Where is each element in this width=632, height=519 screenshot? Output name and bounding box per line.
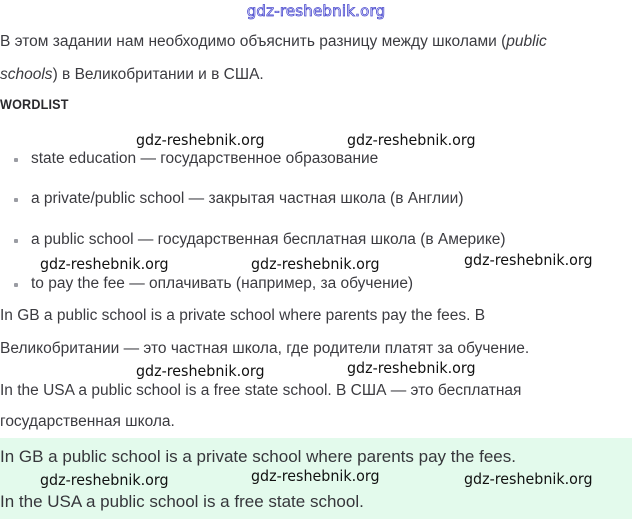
wordlist-heading: WORDLIST bbox=[0, 96, 69, 112]
intro-text-2: ) в Великобритании и в США. bbox=[52, 66, 264, 83]
wordlist-item bbox=[14, 275, 413, 293]
intro-italic-1: public bbox=[506, 33, 547, 50]
watermark: gdz-reshebnik.org bbox=[347, 359, 476, 377]
watermark: gdz-reshebnik.org bbox=[464, 251, 593, 269]
bullet-icon bbox=[14, 198, 18, 202]
wordlist-item-text: a public school — государственная бесплатная школа (в Америке) bbox=[31, 231, 506, 248]
wordlist-item-text: a private/public school — закрытая частная школа (в Англии) bbox=[31, 190, 464, 207]
intro-line-2 bbox=[0, 66, 264, 84]
site-watermark-header: gdz-reshebnik.org bbox=[246, 2, 386, 20]
watermark: gdz-reshebnik.org bbox=[40, 255, 169, 273]
watermark: gdz-reshebnik.org bbox=[136, 362, 265, 380]
wordlist-item-text: state education — государственное образование bbox=[31, 150, 379, 167]
explanation-line-2: Великобритании — это частная школа, где родители платят за обучение. bbox=[0, 340, 530, 357]
bullet-icon bbox=[14, 283, 18, 287]
answer-line-2: In the USA a public school is a free state school. bbox=[0, 492, 364, 511]
intro-text-1: В этом задании нам необходимо объяснить разницу между школами ( bbox=[0, 33, 507, 50]
watermark: gdz-reshebnik.org bbox=[251, 255, 380, 273]
watermark: gdz-reshebnik.org bbox=[347, 131, 476, 149]
explanation-line-4: государственная школа. bbox=[0, 413, 175, 430]
watermark: gdz-reshebnik.org bbox=[40, 471, 169, 489]
wordlist-item bbox=[14, 231, 506, 249]
watermark: gdz-reshebnik.org bbox=[251, 467, 380, 485]
watermark: gdz-reshebnik.org bbox=[464, 470, 593, 488]
wordlist-item bbox=[14, 190, 464, 208]
bullet-icon bbox=[14, 158, 18, 162]
intro-line-1 bbox=[0, 33, 547, 51]
bullet-icon bbox=[14, 239, 18, 243]
wordlist-item bbox=[14, 150, 378, 168]
explanation-line-1: In GB a public school is a private school where parents pay the fees. В bbox=[0, 307, 486, 324]
answer-line-1: In GB a public school is a private school where parents pay the fees. bbox=[0, 447, 516, 466]
watermark: gdz-reshebnik.org bbox=[136, 131, 265, 149]
wordlist-item-text: to pay the fee — оплачивать (например, за обучение) bbox=[31, 275, 414, 292]
explanation-line-3: In the USA a public school is a free state school. В США — это бесплатная bbox=[0, 382, 522, 399]
intro-italic-2: schools bbox=[0, 66, 53, 83]
